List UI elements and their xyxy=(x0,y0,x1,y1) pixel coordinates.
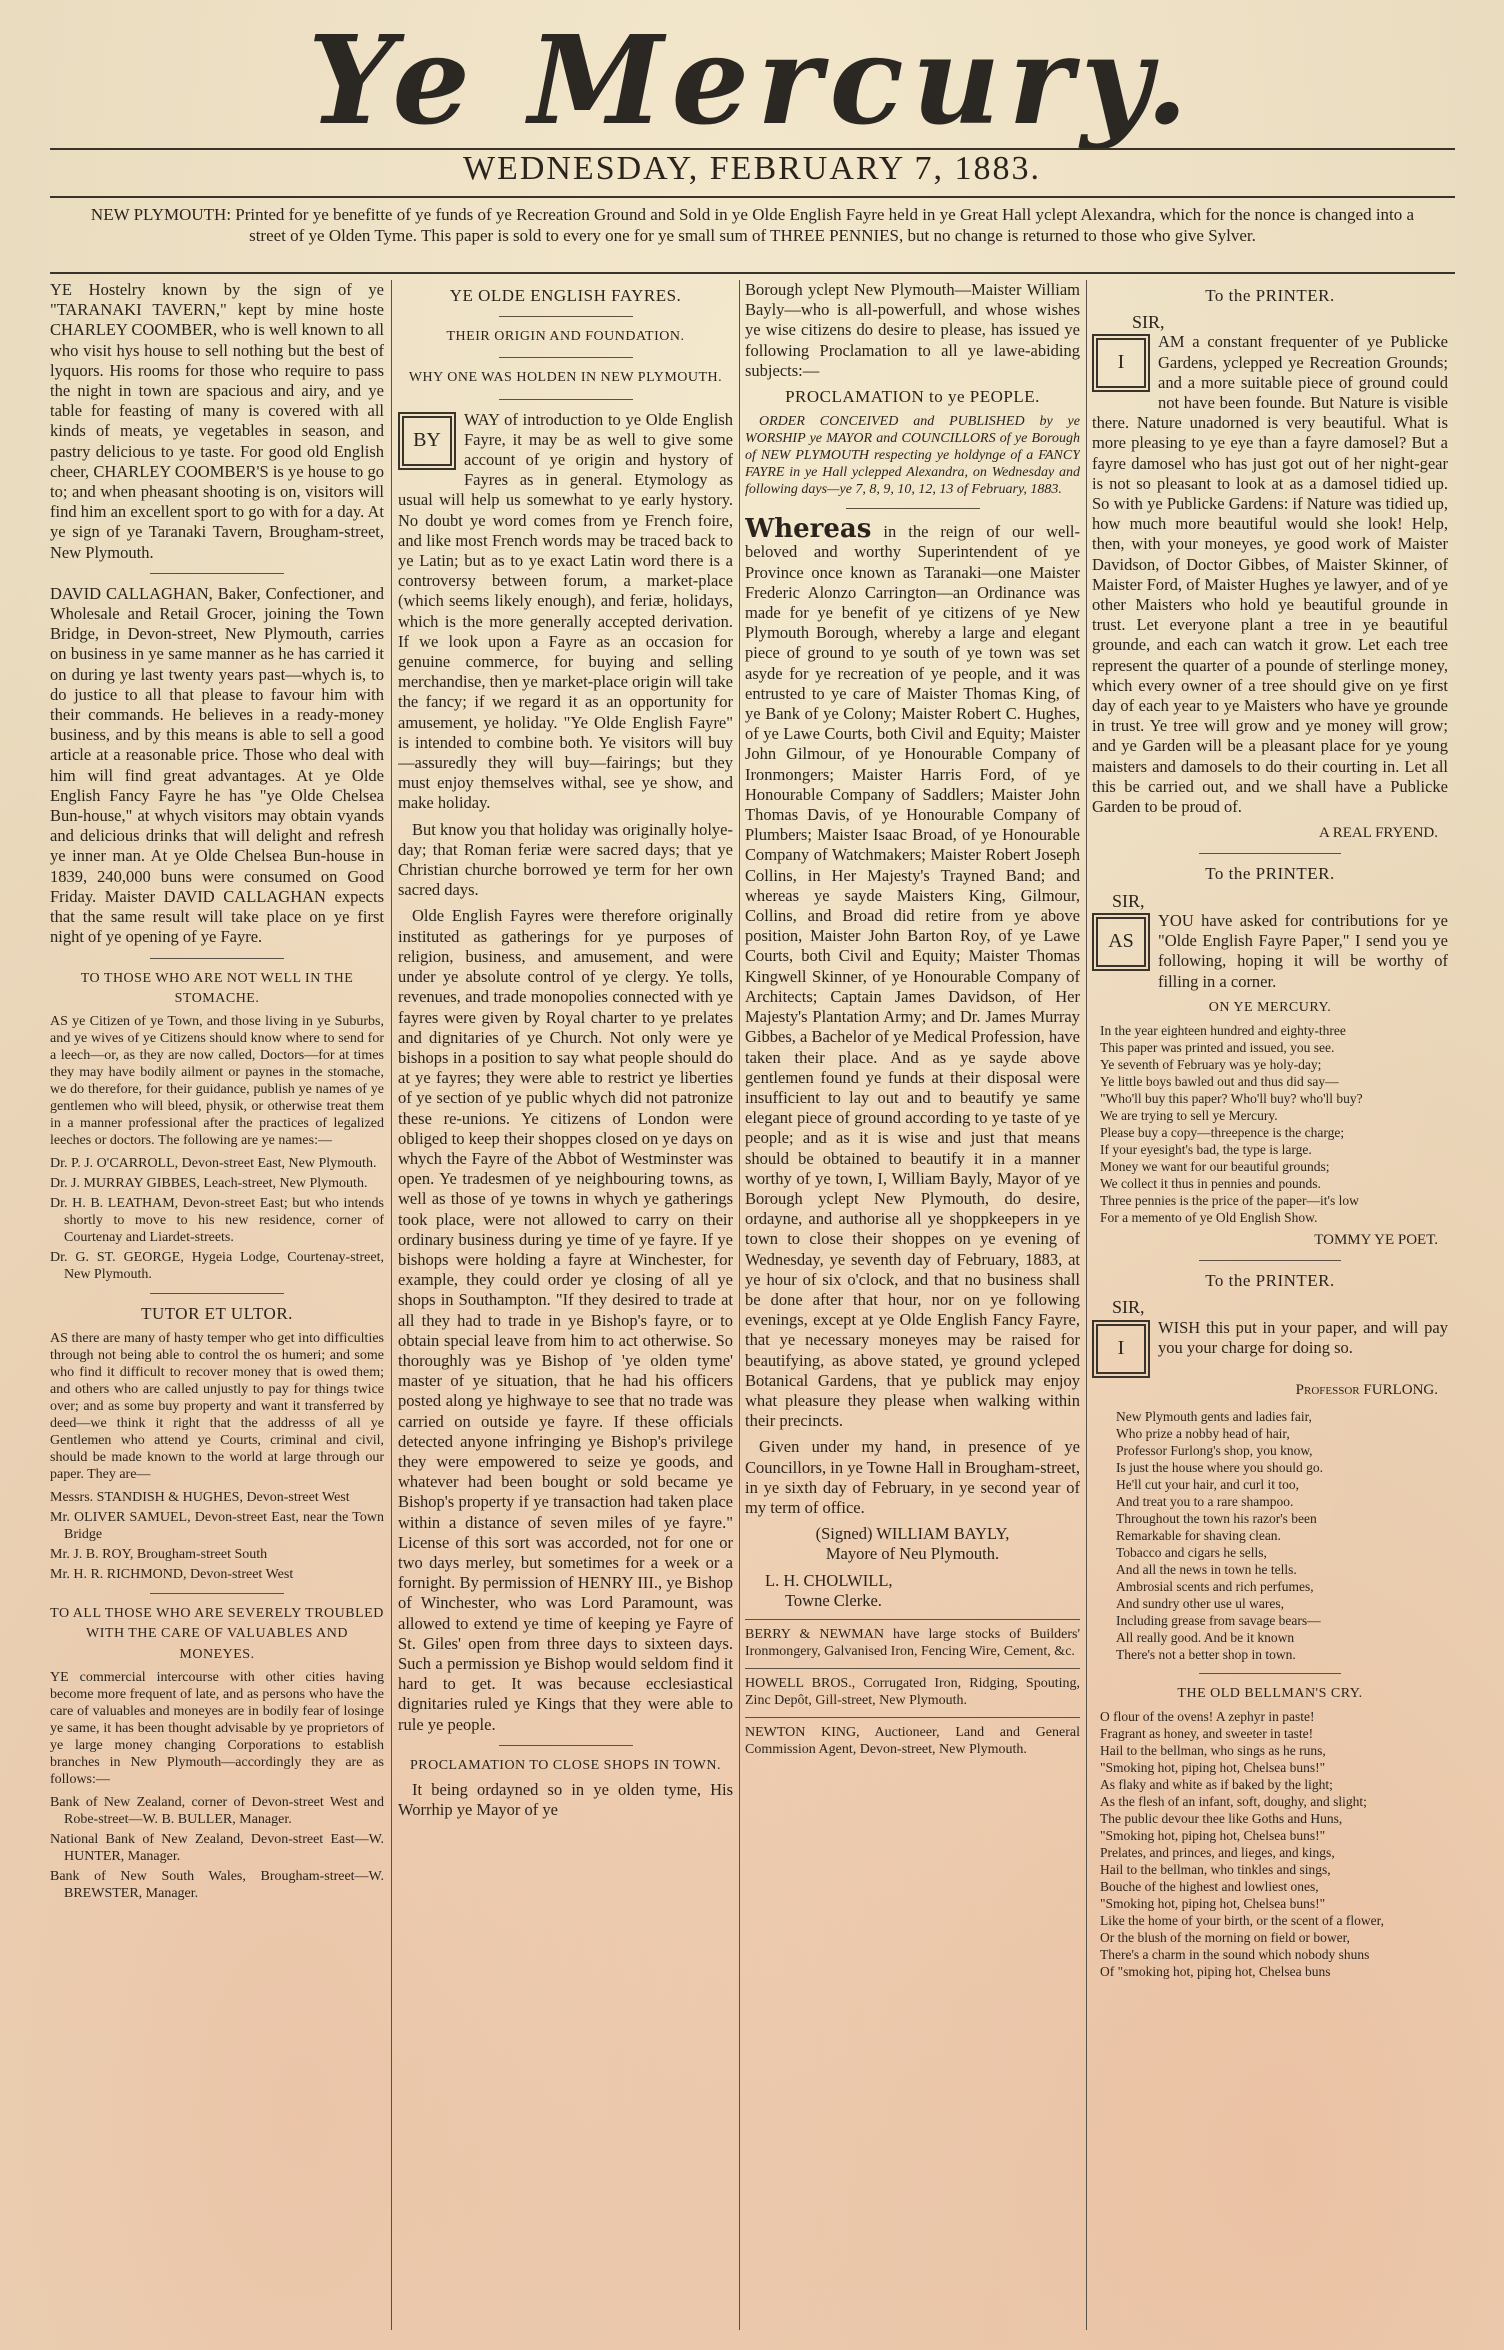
poem-line: "Who'll buy this paper? Who'll buy? who'll buy? xyxy=(1100,1090,1363,1106)
howell-bros-advert: HOWELL BROS., Corrugated Iron, Ridging, Spouting, Zinc Depôt, Gill-street, New Plymouth. xyxy=(745,1668,1080,1709)
bank-entry: Bank of New South Wales, Brougham-street—W. BREWSTER, Manager. xyxy=(50,1868,384,1901)
column-divider xyxy=(1086,280,1087,2330)
bank-entry: National Bank of New Zealand, Devon-street East—W. HUNTER, Manager. xyxy=(50,1831,384,1864)
poem-line: Is just the house where you should go. xyxy=(1116,1459,1323,1475)
poem-line: Ye seventh of February was ye holy-day; xyxy=(1100,1056,1322,1072)
divider xyxy=(150,573,284,574)
stomach-notice: AS ye Citizen of ye Town, and those living in ye Suburbs, and ye wives of ye Citizens should know where to send for a leech—or, as they are now called, Doctors—for at times they may have bodily ailment or paynes in the stomache, we do therefore, for their guidance, publish ye names of ye gentlemen who will bleed, physik, or otherwise treat them in a manner professional after the practices of legalized leeches or doctors. The following are ye names:— xyxy=(50,1013,384,1148)
lawyer-entry: Mr. J. B. ROY, Brougham-street South xyxy=(50,1547,268,1563)
berry-newman-advert: BERRY & NEWMAN have large stocks of Builders' Ironmongery, Galvanised Iron, Fencing Wire, Cement, &c. xyxy=(745,1619,1080,1660)
fayres-subheading: THEIR ORIGIN AND FOUNDATION. xyxy=(446,329,685,345)
clerk-name: L. H. CHOLWILL, xyxy=(765,1570,893,1590)
ornate-initial: I xyxy=(1092,1320,1150,1378)
divider xyxy=(499,399,633,400)
column-divider xyxy=(391,280,392,2330)
letter-body: WISH this put in your paper, and will pay you your charge for doing so. xyxy=(1158,1317,1448,1357)
proclamation-order: ORDER CONCEIVED and PUBLISHED by ye WORSHIP ye MAYOR and COUNCILLORS of ye Borough of NEW PLYMOUTH respecting ye holdynge of a FANCY FAYRE in ye Hall yclepped Alexandra, on Wednesday and following days—ye 7, 8, 9, 10, 12, 13 of February, 1883. xyxy=(745,414,1080,498)
divider xyxy=(499,357,633,358)
divider xyxy=(1199,1260,1341,1261)
doctor-entry: Dr. J. MURRAY GIBBES, Leach-street, New Plymouth. xyxy=(50,1175,368,1191)
poem-line: Like the home of your birth, or the scent of a flower, xyxy=(1100,1912,1384,1928)
poem-line: Remarkable for shaving clean. xyxy=(1116,1527,1281,1543)
poem-line: Professor Furlong's shop, you know, xyxy=(1116,1442,1313,1458)
letter-signature: A REAL FRYEND. xyxy=(1318,825,1438,842)
poem-line: Ambrosial scents and rich perfumes, xyxy=(1116,1578,1314,1594)
callaghan-advert: DAVID CALLAGHAN, Baker, Confectioner, and Wholesale and Retail Grocer, joining the Town Bridge, in Devon-street, New Plymouth, carries on business in ye same manner as he has carried it on during ye last twenty years past—whych is, to do justice to all that please to favour him with their commands. He believes in a ready-money business, and by this means is able to sell a good article at a reasonable price. Those who deal with him will find great advantages. At ye Olde English Fancy Fayre he has "ye Olde Chelsea Bun-house," at whych visitors may obtain vyands and delicious drinks that will delight and refresh ye inner man. At ye Olde Chelsea Bun-house in 1839, 240,000 buns were consumed on Good Friday. Maister DAVID CALLAGHAN expects that the same result will take place on ye first night of ye opening of ye Fayre. xyxy=(50,583,384,947)
banks-heading: TO ALL THOSE WHO ARE SEVERELY TROUBLED WITH THE CARE OF VALUABLES AND MONEYES. xyxy=(50,1606,384,1662)
divider xyxy=(1199,1673,1341,1674)
poem-line: There's a charm in the sound which nobody shuns xyxy=(1100,1946,1370,1962)
mayor-title: Mayore of Neu Plymouth. xyxy=(825,1544,1000,1564)
fayres-paragraph: WAY of introduction to ye Olde English Fayre, it may be as well to give some account of ye origin and hystory of Fayres as in general. Etymology as usual will help us somewhat to ye early hystory. No doubt ye word comes from ye French foire, and like most French words may be traced back to ye Latin; but as to ye exact Latin word there is a controversy between forum, a market-place (which seems likely enough), and feriæ, holidays, which is the more generally accepted derivation. If we look upon a Fayre as an occasion for genuine commerce, for buying and selling merchandise, then ye market-place origin will take the fancy; if we regard it as an opportunity for amusement, ye holiday. "Ye Olde English Fayre" is intended to combine both. Ye visitors will buy—assuredly they will buy—fairings; but they must enjoy themselves withal, see ye show, and make holiday. xyxy=(398,409,733,813)
tutor-heading: TUTOR ET ULTOR. xyxy=(141,1303,293,1323)
letter-salutation: SIR, xyxy=(1112,890,1145,911)
poem-line: Three pennies is the price of the paper—it's low xyxy=(1100,1192,1359,1208)
poem-line: If your eyesight's bad, the type is large. xyxy=(1100,1141,1312,1157)
ornate-initial: AS xyxy=(1092,913,1150,971)
poem-line: Prelates, and princes, and lieges, and kings, xyxy=(1100,1844,1335,1860)
divider xyxy=(150,1593,284,1594)
poet-signature: TOMMY YE POET. xyxy=(1314,1231,1438,1248)
column-3 xyxy=(745,280,1080,2340)
poem-line: Throughout the town his razor's been xyxy=(1116,1510,1317,1526)
column-4 xyxy=(1092,280,1448,2340)
column-2 xyxy=(398,280,733,2340)
doctor-entry: Dr. H. B. LEATHAM, Devon-street East; but who intends shortly to move to his new residence, corner of Courtenay and Liardet-streets. xyxy=(50,1195,384,1245)
letter-heading: To the PRINTER. xyxy=(1205,1271,1335,1291)
fayres-paragraph: Olde English Fayres were therefore originally instituted as gatherings for ye purposes of religion, business, and amusement, and were under ye absolute control of ye clergy. Ye tolls, revenues, and trade monopolies connected with ye fayres were given by Royal charter to ye prelates and dignitaries of ye Church. Not only were ye bishops in a position to say what people should do at ye fayres; they were able to restrict ye liberties of ye section of ye public whych did not patronize these re-unions. Ye citizens of London were obliged to keep their shoppes closed on ye days on whych the Fayre of the Abbot of Westminster was open. Ye tradesmen of ye neighbouring towns, as well as those of ye towns in whych ye gatherings took place, were not allowed to carry on their ordinary business during ye time of ye fayre. If ye bishops were holding a fayre at Winchester, for example, they could order ye closing of all ye shops in Southampton. "If they desired to trade at all they had to trade in ye Bishop's fayre, or to obtain special leave from him to act otherwise. So thoroughly was ye Bishop of 'ye olden tyme' master of ye situation, that he had his officers posted along ye highwaye to see that no trade was carried on outside ye fayre. If these officials detected anyone infringing ye Bishop's privilege they were empowered to seize ye goods, and whatever had been bought or sold became ye Bishop's property if ye transaction had taken place within a distance of seven miles of ye fayre." License of this sort was accorded, not for one or two days merley, but sometimes for a week or a fornight. By permission of HENRY III., ye Bishop of Winchester, who was Lord Paramount, was allowed to extend ye time of keeping ye Fayre of St. Giles' open from three days to sixteen days. Such a permission ye Bishop would seldom find it hard to get. It was because ecclesiastical dignitaries ruled ye Kings that they were able to rule ye people. xyxy=(398,906,733,1734)
column-divider xyxy=(739,280,740,2330)
divider xyxy=(499,1745,633,1746)
poem-line: As flaky and white as if baked by the light; xyxy=(1100,1776,1333,1792)
lawyer-entry: Messrs. STANDISH & HUGHES, Devon-street West xyxy=(50,1490,350,1506)
poem-line: The public devour thee like Goths and Huns, xyxy=(1100,1810,1343,1826)
proclamation-heading: PROCLAMATION to ye PEOPLE. xyxy=(785,387,1040,407)
tavern-advert: YE Hostelry known by the sign of ye "TARANAKI TAVERN," kept by mine hoste CHARLEY COOMBER, who is well known to all who visit hys house to sell nothing but the best of lyquors. His rooms for those who require to pass the night in town are spacious and airy, and ye table for feasting of many is covered with all kinds of meats, ye vegetables in season, and pastry delicious to ye taste. For good old English cheer, CHARLEY COOMBER'S is ye house to go to; and when pheasant shooting is on, visitors will find him an excellent sport to go with for a day. At ye sign of ye Taranaki Tavern, Brougham-street, New Plymouth. xyxy=(50,280,384,562)
fayres-paragraph: But know you that holiday was originally holye-day; that Roman feriæ were sacred days; that ye Christian churche borrowed ye term for her own sacred days. xyxy=(398,819,733,900)
poem-line: We collect it thus in pennies and pounds. xyxy=(1100,1175,1321,1191)
lawyer-entry: Mr. OLIVER SAMUEL, Devon-street East, near the Town Bridge xyxy=(50,1510,384,1543)
poem-title: ON YE MERCURY. xyxy=(1208,999,1332,1015)
whereas-word: Whereas xyxy=(745,514,872,545)
poem-line: Tobacco and cigars he sells, xyxy=(1116,1544,1267,1560)
poem-line: Money we want for our beautiful grounds; xyxy=(1100,1158,1330,1174)
divider xyxy=(846,508,980,509)
letter-body: AM a constant frequenter of ye Publicke Gardens, yclepped ye Recreation Grounds; and a more suitable piece of ground could not have been founde. But Nature is visible there. Nature unadorned is very beautiful. What is more pleasing to ye eye than a fayre damosel? But a fayre damosel who has just got out of her night-gear is not so pleasant to look at as a damosel tidied up. So with ye Publicke Gardens: if Nature was tidied up, how much more beautiful would she look! Help, then, with your moneyes, ye good work of Maister Davidson, of Doctor Gibbes, of Maister Skinner, of Maister Ford, of Maister Hughes ye lawyer, and of ye other Maisters who hold ye beautiful grounde in trust. Let everyone plant a tree in ye beautiful grounde, and each can watch it grow. Let each tree represent the quarter of a pounde of sterlinge money, which every owner of a tree should give on ye first day of each year to ye Maisters who have ye grounde in trust. Ye tree will grow and ye money will grow; and ye Garden will be a pleasant place for ye young maisters and damosels to do their courting in. Let all this be carried out, and we shall have a Publicke Garden to be proud of. xyxy=(1092,332,1448,817)
poem-line: For a memento of ye Old English Show. xyxy=(1100,1209,1318,1225)
poem-line: Who prize a nobby head of hair, xyxy=(1116,1425,1290,1441)
doctor-entry: Dr. G. ST. GEORGE, Hygeia Lodge, Courtenay-street, New Plymouth. xyxy=(50,1249,384,1282)
letter-body: YOU have asked for contributions for ye "Olde English Fayre Paper," I send you ye following, hoping it will be worthy of filling in a corner. xyxy=(1158,910,1448,991)
poem-line: And sundry other use ul wares, xyxy=(1116,1595,1284,1611)
poem-line: Bouche of the highest and lowliest ones, xyxy=(1100,1878,1319,1894)
proclamation-intro: Borough yclept New Plymouth—Maister William Bayly—who is all-powerfull, and whose wishes ye wise citizens do desire to please, has issued ye following Proclamation to all ye lawe-abiding subjects:— xyxy=(745,280,1080,380)
letter-heading: To the PRINTER. xyxy=(1205,286,1335,305)
fayres-subheading: WHY ONE WAS HOLDEN IN NEW PLYMOUTH. xyxy=(408,370,723,386)
poem-line: As the flesh of an infant, soft, doughy, and slight; xyxy=(1100,1793,1367,1809)
proclamation-body: in the reign of our well-beloved and worthy Superintendent of ye Province once known as Taranaki—one Maister Frederic Alonzo Carrington—an Ordinance was made for ye benefit of ye citizens of ye New Plymouth Borough, whereby a large and elegant piece of ground to ye south of ye town was set asyde for ye recreation of ye people, and it was entrusted to ye care of Maister Thomas King, of ye Bank of ye Colony; Maister Robert C. Hughes, of ye Lawe Courts, both Civil and Equity; Maister John Gilmour, of ye Honourable Company of Ironmongers; Maister Harris Ford, of ye Honourable Company of Saddlers; Maister John Thomas Davis, of ye Honourable Company of Plumbers; Maister Isaac Broad, of ye Honourable Company of Watchmakers; Maister Robert Joseph Collins, in Her Majesty's Trayned Band; and whereas ye sayde Maisters King, Gilmour, Collins, and Broad did retire from ye above position, Maister John Barton Roy, of ye Lawe Courts, both Civil and Equity; Maister Thomas Kingwell Skinner, of ye Honourable Company of Architects; Captain James Davidson, of Her Majesty's Plantation Army; and Dr. James Murray Gibbes, a Bachelor of ye Medical Profession, have taken their place. And as ye sayde above gentlemen found ye funds at their disposal were insufficient to lay out and to beautify ye same elegant piece of ground according to ye taste of ye people; and as it is wise and just that means should be obtained to beautify it in a manner worthy of ye town, I, William Bayly, Mayor of ye Borough yclept New Plymouth, do desire, ordayne, and authorise all ye shoppkeepers in ye town to close their shoppes on ye evening of Wednesday, ye seventh day of February, 1883, at ye hour of six o'clock, and that no business shall be done after that hour, nor on ye following evenings, except at ye Olde English Fancy Fayre, that ye necessary moneyes may be raised for beautifying, as above stated, ye ground ycleped Botanical Gardens, that ye publick may enjoy what pleasure they please when walking within their precincts. xyxy=(745,522,1080,1431)
close-shops-heading: PROCLAMATION TO CLOSE SHOPS IN TOWN. xyxy=(409,1757,721,1773)
ornate-initial: BY xyxy=(398,412,456,470)
dateline: WEDNESDAY, FEBRUARY 7, 1883. xyxy=(462,150,1042,187)
poem-line: Hail to the bellman, who tinkles and sings, xyxy=(1100,1861,1331,1877)
poem-line: There's not a better shop in town. xyxy=(1116,1646,1296,1662)
furlong-signature: Professor FURLONG. xyxy=(1295,1381,1438,1398)
poem-line: O flour of the ovens! A zephyr in paste! xyxy=(1100,1708,1315,1724)
doctor-entry: Dr. P. J. O'CARROLL, Devon-street East, New Plymouth. xyxy=(50,1155,377,1171)
clerk-title: Towne Clerke. xyxy=(785,1590,882,1610)
poem xyxy=(1092,1022,1448,1226)
poem-line: And treat you to a rare shampoo. xyxy=(1116,1493,1294,1509)
poem-line: All really good. And be it known xyxy=(1116,1629,1295,1645)
bank-entry: Bank of New Zealand, corner of Devon-street West and Robe-street—W. B. BULLER, Manager. xyxy=(50,1794,384,1827)
poem-line: Of "smoking hot, piping hot, Chelsea buns xyxy=(1100,1963,1331,1979)
ornate-initial: I xyxy=(1092,334,1150,392)
poem-line: Hail to the bellman, who sings as he runs, xyxy=(1100,1742,1326,1758)
poem-line: "Smoking hot, piping hot, Chelsea buns!" xyxy=(1100,1895,1326,1911)
poem-line: "Smoking hot, piping hot, Chelsea buns!" xyxy=(1100,1759,1326,1775)
proclamation-given: Given under my hand, in presence of ye Councillors, in ye Towne Hall in Brougham-street, in ye sixth day of February, in ye second year of my term of office. xyxy=(745,1437,1080,1517)
fayres-heading: YE OLDE ENGLISH FAYRES. xyxy=(449,286,682,305)
furlong-poem xyxy=(1092,1408,1448,1663)
poem-line: Or the blush of the morning on field or bower, xyxy=(1100,1929,1350,1945)
notice-rule xyxy=(50,272,1455,274)
letter-salutation: SIR, xyxy=(1112,1297,1145,1318)
poem-line: In the year eighteen hundred and eighty-three xyxy=(1100,1022,1346,1038)
newton-king-advert: NEWTON KING, Auctioneer, Land and General Commission Agent, Devon-street, New Plymouth. xyxy=(745,1717,1080,1758)
divider xyxy=(499,316,633,317)
printer-notice: NEW PLYMOUTH: Printed for ye benefitte of ye funds of ye Recreation Ground and Sold in ye Olde English Fayre held in ye Great Hall yclept Alexandra, which for the nonce is changed into a street of ye Olden Tyme. This paper is sold to every one for ye small sum of THREE PENNIES, but no change is returned to those who give Sylver. xyxy=(90,205,1415,245)
poem-line: Please buy a copy—threepence is the charge; xyxy=(1100,1124,1345,1140)
poem-line: Ye little boys bawled out and thus did say— xyxy=(1100,1073,1339,1089)
letter-heading: To the PRINTER. xyxy=(1205,864,1335,884)
lawyer-entry: Mr. H. R. RICHMOND, Devon-street West xyxy=(50,1567,294,1583)
masthead-title: Ye Mercury. xyxy=(307,8,1197,152)
letter-salutation: SIR, xyxy=(1132,312,1165,333)
divider xyxy=(150,1293,284,1294)
poem-line: And all the news in town he tells. xyxy=(1116,1561,1297,1577)
column-1 xyxy=(50,280,384,2340)
divider xyxy=(150,958,284,959)
poem-line: Including grease from savage bears— xyxy=(1116,1612,1321,1628)
poem-line: Fragrant as honey, and sweeter in taste! xyxy=(1100,1725,1314,1741)
poem-line: New Plymouth gents and ladies fair, xyxy=(1116,1408,1312,1424)
banks-notice: YE commercial intercourse with other cities having become more frequent of late, and as persons who have the care of valuables and moneyes are in bodily fear of losinge ye same, it has been thought advisable by ye proprietors of ye large money changing Corporations to establish branches in New Plymouth—accordingly they are as follows:— xyxy=(50,1669,384,1787)
bellman-heading: THE OLD BELLMAN'S CRY. xyxy=(1177,1685,1363,1701)
poem-line: He'll cut your hair, and curl it too, xyxy=(1116,1476,1299,1492)
mayor-signature: (Signed) WILLIAM BAYLY, xyxy=(815,1524,1010,1544)
poem-line: "Smoking hot, piping hot, Chelsea buns!" xyxy=(1100,1827,1326,1843)
tutor-notice: AS there are many of hasty temper who get into difficulties through not being able to control the os humeri; and some who find it difficult to recover money that is owed them; and others who are called unjustly to pay for things twice over; and as some buy property and want it transferred by deed—we think it right that the addresss of all ye Gentlemen who attend ye Courts, criminal and civil, should be made known to the world at large through our paper. They are— xyxy=(50,1331,384,1483)
divider xyxy=(1199,853,1341,854)
bellman-poem xyxy=(1092,1708,1448,1980)
poem-line: This paper was printed and issued, you see. xyxy=(1100,1039,1335,1055)
poem-line: We are trying to sell ye Mercury. xyxy=(1100,1107,1278,1123)
close-shops-paragraph: It being ordayned so in ye olden tyme, His Worrhip ye Mayor of ye xyxy=(398,1780,733,1820)
stomach-heading: TO THOSE WHO ARE NOT WELL IN THE STOMACHE. xyxy=(80,970,354,1006)
dateline-rule xyxy=(50,196,1455,198)
